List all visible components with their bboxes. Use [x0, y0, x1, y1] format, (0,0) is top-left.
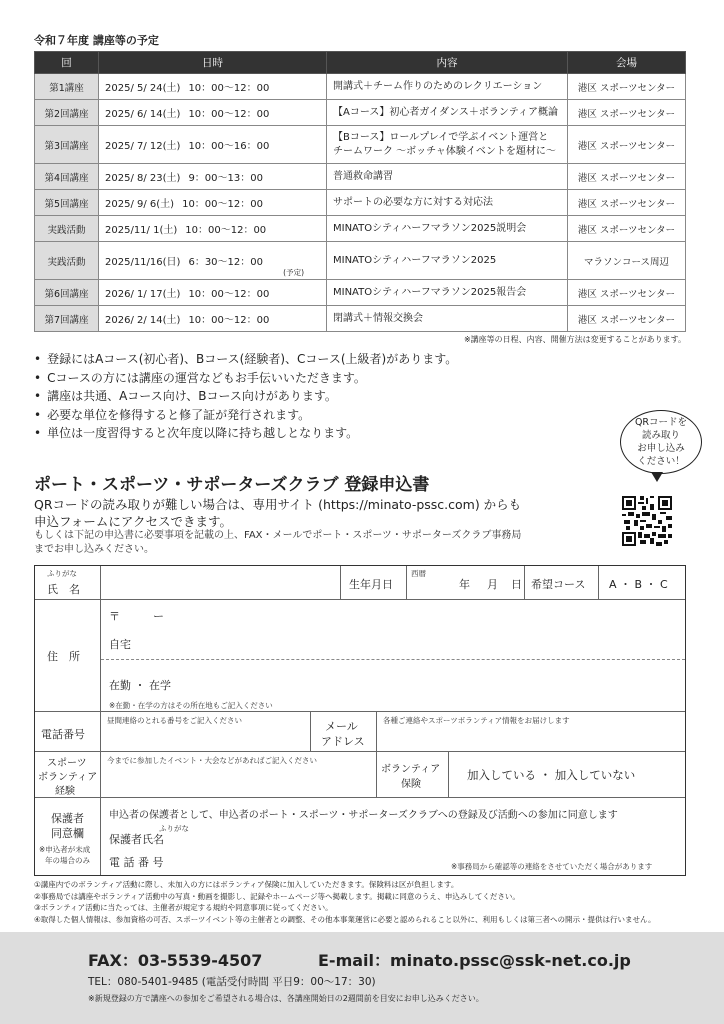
- guardian-label-cell: [35, 798, 101, 875]
- work-address-field[interactable]: [101, 660, 685, 712]
- info-bullets: [34, 350, 457, 443]
- table-row: [35, 306, 686, 332]
- form-intro: [34, 496, 614, 530]
- name-field[interactable]: [101, 566, 341, 600]
- row-time: 10：00～12：00: [188, 109, 270, 120]
- qr-bubble-line: 読み取り: [641, 430, 680, 441]
- year-label: 年: [459, 578, 470, 591]
- form-intro-line: 申込フォームにアクセスできます。: [34, 514, 233, 529]
- row-venue: 港区 スポーツセンター: [568, 306, 686, 332]
- row-date: [99, 74, 327, 100]
- qr-bubble-line: お申し込み: [637, 443, 685, 454]
- guardian-furigana: ふりがな: [159, 824, 189, 833]
- course-label: 希望コース: [531, 578, 586, 591]
- row-date: [99, 216, 327, 242]
- form-note-item: ④取得した個人情報は、参加資格の可否、スポーツイベント等の主催者との調整、その他本事業運営に必要と認められること以外に、利用もしくは第三者への開示・提供は行いません。: [34, 914, 656, 924]
- row-content: 普通救命講習: [327, 164, 568, 190]
- row-venue: 港区 スポーツセンター: [568, 190, 686, 216]
- row-venue: マラソンコース周辺: [568, 242, 686, 280]
- insurance-options: 加入している ・ 加入していない: [467, 768, 636, 782]
- qr-bubble-line: ください！: [637, 456, 685, 467]
- row-content: サポートの必要な方に対する対応法: [327, 190, 568, 216]
- address-label-cell: [35, 600, 101, 712]
- guardian-name-label: 保護者氏名: [109, 833, 164, 846]
- col-header-venue: 会場: [568, 52, 686, 74]
- bullet-item: • 単位は一度習得すると次年度以降に持ち越しとなります。: [34, 424, 457, 443]
- form-intro-sub: [34, 529, 594, 557]
- row-content: 【Bコース】ロールプレイで学ぶイベント運営と チームワーク ～ボッチャ体験イベントを題材に～: [327, 126, 568, 164]
- course-label-cell: [525, 566, 599, 600]
- row-date: [99, 242, 327, 280]
- row-date-value: 2026/ 2/ 14(土): [105, 315, 181, 326]
- table-row: [35, 280, 686, 306]
- qr-bubble-line: QRコードを: [634, 417, 688, 428]
- table-row: [35, 164, 686, 190]
- insurance-label-line2: 保険: [401, 779, 421, 790]
- guardian-note-line2: 年の場合のみ: [45, 856, 90, 865]
- phone-note: 昼間連絡のとれる番号をご記入ください: [107, 716, 242, 725]
- form-intro-sub-line: もしくは下記の申込書に必要事項を記載の上、FAX・メールでポート・スポーツ・サポーターズクラブ事務局: [34, 530, 522, 541]
- row-no: 第1講座: [35, 74, 99, 100]
- row-venue: 港区 スポーツセンター: [568, 126, 686, 164]
- course-select[interactable]: [599, 566, 685, 600]
- row-time-note: (予定): [283, 268, 304, 277]
- mail-label-line2: アドレス: [321, 735, 365, 748]
- postal-mark: 〒 ー: [109, 610, 164, 623]
- form-note-item: ③ボランティア活動に当たっては、主催者が規定する規約や同意事項に従ってください。: [34, 903, 333, 912]
- tel-number: TEL：080-5401-9485 (電話受付時間 平日9：00～17：30): [88, 976, 376, 988]
- row-no: 実践活動: [35, 242, 99, 280]
- table-row: [35, 126, 686, 164]
- sports-note: 今までに参加したイベント・大会などがあればご記入ください: [107, 756, 317, 765]
- row-time: 10：00～16：00: [188, 141, 270, 152]
- row-date-value: 2026/ 1/ 17(土): [105, 289, 181, 300]
- row-content: MINATOシティハーフマラソン2025報告会: [327, 280, 568, 306]
- bullet-item: • 必要な単位を修得すると修了証が発行されます。: [34, 406, 457, 425]
- row-no: 実践活動: [35, 216, 99, 242]
- form-title: ポート・スポーツ・サポーターズクラブ 登録申込書: [34, 475, 430, 495]
- row-date-value: 2025/11/16(日): [105, 257, 181, 268]
- schedule-table: [34, 51, 686, 332]
- row-time: 10：00～12：00: [188, 315, 270, 326]
- form-intro-line: QRコードの読み取りが難しい場合は、専用サイト (https://minato-pssc.com) からも: [34, 497, 522, 512]
- col-header-date: 日時: [99, 52, 327, 74]
- row-time: 6：30～12：00: [188, 257, 263, 268]
- row-no: 第4回講座: [35, 164, 99, 190]
- row-time: 10：00～12：00: [185, 225, 267, 236]
- row-no: 第5回講座: [35, 190, 99, 216]
- sports-label-cell: [35, 752, 101, 798]
- table-row: [35, 190, 686, 216]
- seireki-label: 西暦: [411, 569, 426, 578]
- row-time: 10：00～12：00: [188, 289, 270, 300]
- row-time: 9：00～13：00: [188, 173, 263, 184]
- birth-label: 生年月日: [349, 578, 393, 591]
- guardian-statement: 申込者の保護者として、申込者のポート・スポーツ・サポーターズクラブへの登録及び活動への参加に同意します: [109, 810, 618, 821]
- sports-label-line1: スポーツ: [47, 758, 87, 769]
- table-row: [35, 100, 686, 126]
- day-label: 日: [511, 578, 522, 591]
- row-content: 閉講式＋情報交換会: [327, 306, 568, 332]
- row-date: [99, 126, 327, 164]
- guardian-phone-label: 電 話 番 号: [109, 856, 164, 869]
- col-header-no: 回: [35, 52, 99, 74]
- insurance-select[interactable]: [449, 752, 685, 798]
- row-no: 第2回講座: [35, 100, 99, 126]
- guardian-note-line1: ※申込者が未成: [39, 845, 91, 854]
- sports-experience-field[interactable]: [101, 752, 377, 798]
- furigana-label: ふりがな: [47, 569, 77, 578]
- sports-label-line2: ボランティア: [38, 772, 98, 783]
- work-note: ※在勤・在学の方はその所在地もご記入ください: [109, 701, 273, 710]
- bullet-item: • Cコースの方には講座の運営などもお手伝いいただきます。: [34, 369, 457, 388]
- phone-label: 電話番号: [41, 728, 85, 741]
- phone-field[interactable]: [101, 712, 311, 752]
- row-no: 第6回講座: [35, 280, 99, 306]
- sports-label-line3: 経験: [55, 786, 75, 797]
- table-row: [35, 74, 686, 100]
- schedule-note: ※講座等の日程、内容、開催方法は変更することがあります。: [463, 335, 686, 344]
- row-venue: 港区 スポーツセンター: [568, 74, 686, 100]
- row-date-value: 2025/11/ 1(土): [105, 225, 178, 236]
- row-time: 10：00～12：00: [182, 199, 263, 210]
- row-date: [99, 164, 327, 190]
- row-no: 第7回講座: [35, 306, 99, 332]
- birth-label-cell: [341, 566, 407, 600]
- form-notes: [34, 879, 694, 925]
- qr-speech-bubble: [620, 410, 702, 474]
- work-school-label: 在勤 ・ 在学: [109, 679, 171, 692]
- insurance-label-line1: ボランティア: [381, 764, 441, 775]
- table-row: [35, 242, 686, 280]
- form-note-item: ②事務局では講座やボランティア活動中の写真・動画を撮影し、記録やホームページ等へ掲載します。掲載に同意のうえ、申込みしてください。: [34, 891, 520, 901]
- email-field[interactable]: [377, 712, 685, 752]
- row-date-value: 2025/ 6/ 14(土): [105, 109, 181, 120]
- row-venue: 港区 スポーツセンター: [568, 216, 686, 242]
- schedule-heading: 令和７年度 講座等の予定: [34, 34, 159, 47]
- mail-label-line1: メール: [325, 720, 358, 733]
- row-venue: 港区 スポーツセンター: [568, 164, 686, 190]
- fax-number: FAX：03-5539-4507: [88, 951, 263, 970]
- insurance-label-cell: [377, 752, 449, 798]
- footer-note: ※新規登録の方で講座への参加をご希望される場合は、各講座開始日の2週間前を目安にお申し込みください。: [88, 994, 484, 1003]
- application-form: [34, 565, 686, 876]
- bullet-item: • 登録にはAコース(初心者)、Bコース(経験者)、Cコース(上級者)があります。: [34, 350, 457, 369]
- row-date: [99, 190, 327, 216]
- col-header-content: 内容: [327, 52, 568, 74]
- guardian-label-line1: 保護者: [51, 812, 84, 825]
- row-time: 10：00～12：00: [188, 83, 270, 94]
- row-content: 【Aコース】初心者ガイダンス＋ボランティア概論: [327, 100, 568, 126]
- row-content: 開講式＋チーム作りのためのレクリエーション: [327, 74, 568, 100]
- form-intro-sub-line: までお申し込みください。: [34, 544, 154, 555]
- row-venue: 港区 スポーツセンター: [568, 280, 686, 306]
- email-address[interactable]: E-mail：minato.pssc@ssk-net.co.jp: [318, 951, 631, 970]
- row-date-value: 2025/ 8/ 23(土): [105, 173, 181, 184]
- row-no: 第3回講座: [35, 126, 99, 164]
- row-date: [99, 100, 327, 126]
- guardian-footnote: ※事務局から確認等の連絡をさせていただく場合があります: [451, 862, 653, 871]
- mail-note: 各種ご連絡やスポーツボランティア情報をお届けします: [383, 716, 570, 725]
- home-label: 自宅: [109, 638, 131, 651]
- form-note-item: ①講座内でのボランティア活動に際し、未加入の方にはボランティア保険に加入していただきます。保険料は区が負担します。: [34, 880, 459, 889]
- schedule-header-row: [35, 52, 686, 74]
- row-content: MINATOシティハーフマラソン2025説明会: [327, 216, 568, 242]
- row-date-value: 2025/ 7/ 12(土): [105, 141, 181, 152]
- home-address-field[interactable]: [101, 600, 685, 660]
- phone-label-cell: [35, 712, 101, 752]
- row-content: MINATOシティハーフマラソン2025: [327, 242, 568, 280]
- guardian-label-line2: 同意欄: [51, 827, 84, 840]
- month-label: 月: [487, 578, 498, 591]
- row-venue: 港区 スポーツセンター: [568, 100, 686, 126]
- address-label: 住 所: [47, 650, 80, 663]
- row-date: [99, 280, 327, 306]
- guardian-consent-field[interactable]: [101, 798, 685, 875]
- row-date-value: 2025/ 9/ 6(土): [105, 199, 175, 210]
- table-row: [35, 216, 686, 242]
- course-options: A ・ B ・ C: [609, 578, 668, 591]
- qr-code-icon[interactable]: [622, 496, 672, 546]
- row-date: [99, 306, 327, 332]
- birth-field[interactable]: [407, 566, 525, 600]
- bullet-item: • 講座は共通、Aコース向け、Bコース向けがあります。: [34, 387, 457, 406]
- name-label-cell: [35, 566, 101, 600]
- name-label: 氏 名: [47, 583, 80, 596]
- mail-label-cell: [311, 712, 377, 752]
- row-date-value: 2025/ 5/ 24(土): [105, 83, 181, 94]
